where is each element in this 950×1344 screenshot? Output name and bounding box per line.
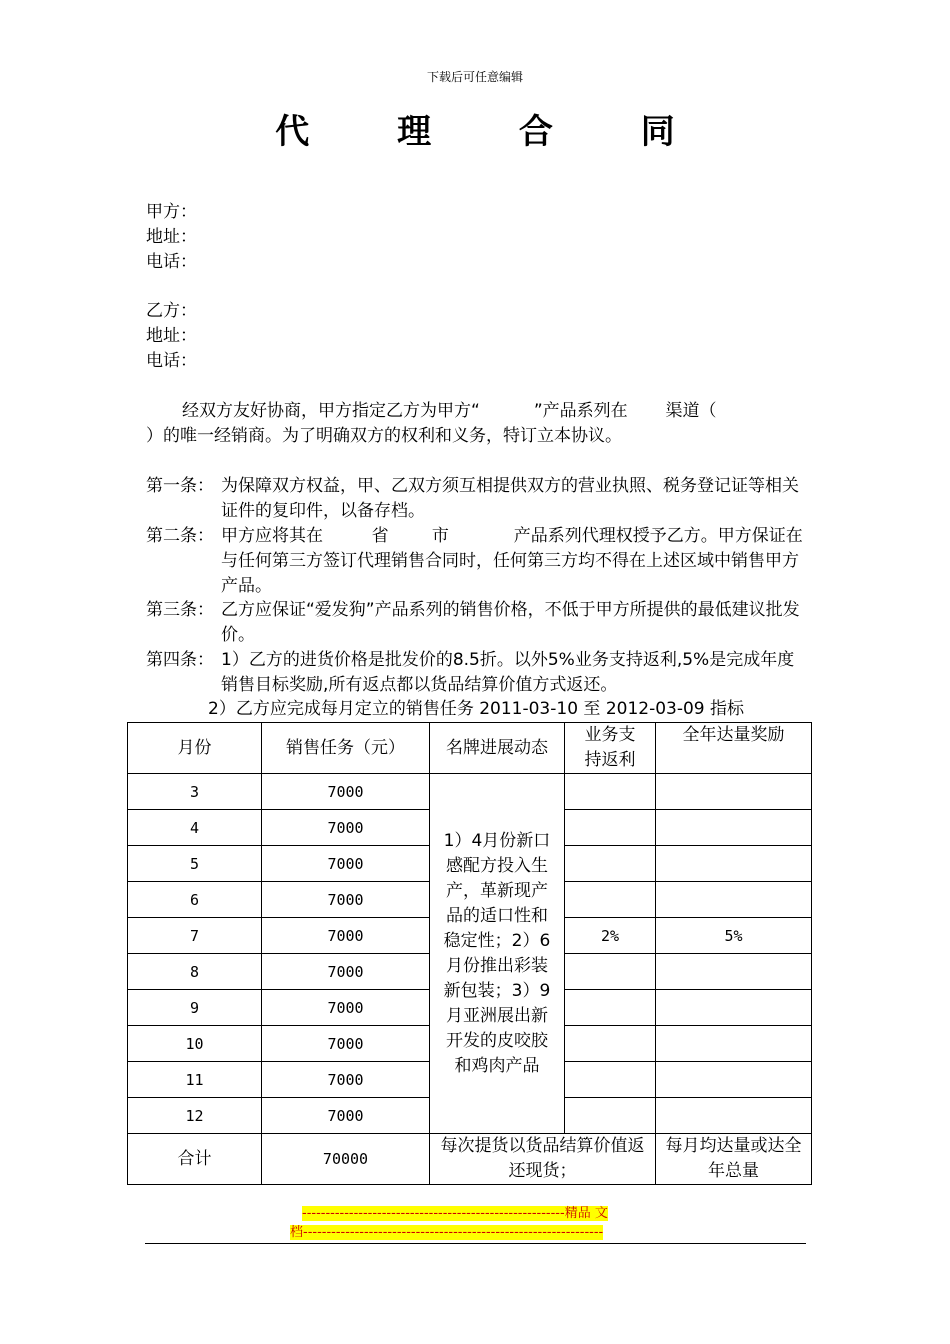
task-cell: 7000 <box>262 1098 430 1134</box>
party-b-phone-label: 电话： <box>146 351 197 371</box>
total-brand-note-cell <box>430 1134 656 1185</box>
article-3-label: 第三条： <box>146 600 214 620</box>
article-1-text: 为保障双方权益，甲、乙双方须互相提供双方的营业执照、税务登记证等相关证件的复印件，以备存档。 <box>221 476 799 521</box>
support-cell <box>565 882 656 918</box>
table-total-row <box>128 1134 812 1185</box>
header-note: 下载后可任意编辑 <box>426 70 523 84</box>
header-month: 月份 <box>128 723 262 774</box>
task-cell: 7000 <box>262 918 430 954</box>
party-a-phone-label: 电话： <box>146 252 197 272</box>
party-b-address-label: 地址： <box>146 326 197 346</box>
header-brand-dynamics: 名牌进展动态 <box>430 723 565 774</box>
task-cell: 7000 <box>262 846 430 882</box>
total-award-note-cell <box>656 1134 812 1185</box>
task-cell: 7000 <box>262 882 430 918</box>
month-cell: 4 <box>128 810 262 846</box>
support-cell <box>565 1098 656 1134</box>
support-cell <box>565 1062 656 1098</box>
brand-dynamics-text: 1）4月份新口感配方投入生产，革新现产品的适口性和稳定性；2）6月份推出彩装新包装；3）9月亚洲展出新开发的皮咬胶和鸡肉产品 <box>443 830 551 1076</box>
article-4-label: 第四条： <box>146 650 214 670</box>
task-cell: 7000 <box>262 1062 430 1098</box>
month-cell: 8 <box>128 954 262 990</box>
award-cell <box>656 1026 812 1062</box>
article-3-text: 乙方应保证“爱发狗”产品系列的销售价格，不低于甲方所提供的最低建议批发价。 <box>221 600 800 645</box>
party-a-name-label: 甲方： <box>146 202 197 222</box>
table-header-row <box>128 723 812 774</box>
sales-task-table <box>127 722 812 1185</box>
support-cell <box>565 810 656 846</box>
total-task-cell: 70000 <box>262 1134 430 1185</box>
support-cell <box>565 1026 656 1062</box>
table-row <box>128 774 812 810</box>
article-2-label: 第二条： <box>146 526 214 546</box>
footer-banner-line-2: 档---------------------------------------------------------------- <box>290 1225 604 1240</box>
award-cell <box>656 1062 812 1098</box>
award-cell <box>656 990 812 1026</box>
task-cell: 7000 <box>262 810 430 846</box>
header-annual-award: 全年达量奖励 <box>656 723 812 774</box>
month-cell: 12 <box>128 1098 262 1134</box>
header-sales-task: 销售任务（元） <box>262 723 430 774</box>
support-cell <box>565 990 656 1026</box>
total-award-note-text: 每月均达量或达全年总量 <box>665 1136 802 1181</box>
footer-banner-line-1: --------------------------------------------------------精品 文 <box>302 1206 608 1221</box>
support-cell <box>565 954 656 990</box>
month-cell: 3 <box>128 774 262 810</box>
month-cell: 5 <box>128 846 262 882</box>
month-cell: 9 <box>128 990 262 1026</box>
award-cell <box>656 954 812 990</box>
article-1-label: 第一条： <box>146 476 214 496</box>
task-cell: 7000 <box>262 774 430 810</box>
support-value-cell: 2% <box>565 918 656 954</box>
task-cell: 7000 <box>262 1026 430 1062</box>
task-cell: 7000 <box>262 954 430 990</box>
party-b-name-label: 乙方： <box>146 301 197 321</box>
award-cell <box>656 774 812 810</box>
award-value-cell: 5% <box>656 918 812 954</box>
intro-line-1: 经双方友好协商，甲方指定乙方为甲方“ ”产品系列在 渠道（ <box>182 401 717 421</box>
support-cell <box>565 774 656 810</box>
month-cell: 7 <box>128 918 262 954</box>
award-cell <box>656 846 812 882</box>
total-brand-note-text: 每次提货以货品结算价值返还现货； <box>440 1136 645 1181</box>
total-label-cell: 合计 <box>128 1134 262 1185</box>
article-4-subitem: 2）乙方应完成每月定立的销售任务 2011-03-10 至 2012-03-09 指标 <box>208 699 745 719</box>
month-cell: 11 <box>128 1062 262 1098</box>
header-business-support <box>565 723 656 774</box>
intro-line-2: ）的唯一经销商。为了明确双方的权利和义务，特订立本协议。 <box>146 426 622 446</box>
article-2-text: 甲方应将其在 省 市 产品系列代理权授予乙方。甲方保证在与任何第三方签订代理销售合同时，任何第三方均不得在上述区域中销售甲方产品。 <box>221 526 803 596</box>
award-cell <box>656 1098 812 1134</box>
month-cell: 6 <box>128 882 262 918</box>
task-cell: 7000 <box>262 990 430 1026</box>
support-cell <box>565 846 656 882</box>
header-business-support-text: 业务支持返利 <box>584 725 636 770</box>
footer-banner <box>290 1204 660 1242</box>
brand-dynamics-cell <box>430 774 565 1134</box>
party-a-address-label: 地址： <box>146 227 197 247</box>
article-4-text: 1）乙方的进货价格是批发价的8.5折。以外5%业务支持返利,5%是完成年度销售目标奖励,所有返点都以货品结算价值方式返还。 <box>221 650 795 695</box>
award-cell <box>656 882 812 918</box>
month-cell: 10 <box>128 1026 262 1062</box>
footer-divider <box>145 1243 806 1244</box>
document-title: 代 理 合 同 <box>275 112 713 152</box>
award-cell <box>656 810 812 846</box>
